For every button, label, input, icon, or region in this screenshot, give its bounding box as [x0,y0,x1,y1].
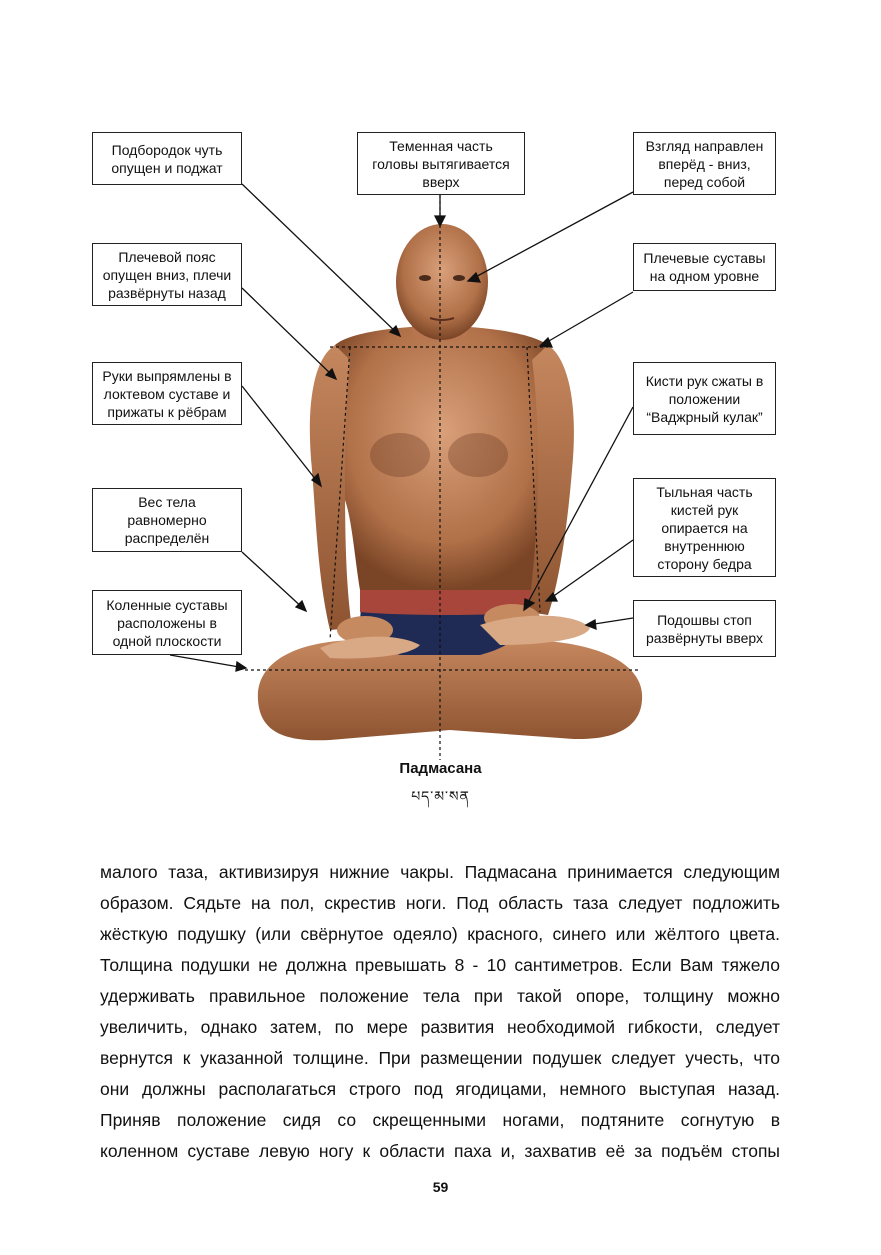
label-shoulder-girdle: Плечевой пояс опущен вниз, плечи развёрнуты назад [92,243,242,306]
label-gaze: Взгляд направлен вперёд - вниз, перед собой [633,132,776,195]
label-shoulder-joints: Плечевые суставы на одном уровне [633,243,776,291]
label-chin: Подбородок чуть опущен и поджат [92,132,242,185]
body-line: вернутся к указанной толщине. При размещении подушек следует учесть, что [100,1048,780,1068]
body-line: малого таза, активизируя нижние чакры. Падмасана принимается следующим [100,862,780,882]
label-crown: Теменная часть головы вытягивается вверх [357,132,525,195]
body-paragraph [100,857,780,1167]
label-arms: Руки выпрямлены в локтевом суставе и прижаты к рёбрам [92,362,242,425]
body-line: они должны располагаться строго под ягодицами, немного выступая назад. [100,1079,780,1099]
body-line: удерживать правильное положение тела при такой опоре, толщину можно [100,986,780,1006]
body-line: Толщина подушки не должна превышать 8 - 10 сантиметров. Если Вам тяжело [100,955,780,975]
figure-title: Падмасана [399,760,482,777]
figure-tibetan-title: པད་མ་སན [411,788,470,804]
body-line: образом. Сядьте на пол, скрестив ноги. Под область таза следует подложить [100,893,780,913]
label-weight: Вес тела равномерно распределён [92,488,242,552]
label-knees: Коленные суставы расположены в одной плоскости [92,590,242,655]
body-line: жёсткую подушку (или свёрнутое одеяло) красного, синего или жёлтого цвета. [100,924,780,944]
label-fists: Кисти рук сжаты в положении “Ваджрный кулак” [633,362,776,435]
label-hands-back: Тыльная часть кистей рук опирается на внутреннюю сторону бедра [633,478,776,577]
page-number: 59 [432,1179,449,1195]
body-line: коленном суставе левую ногу к области паха и, захватив её за подъём стопы [100,1141,780,1161]
body-line: увеличить, однако затем, по мере развития необходимой гибкости, следует [100,1017,780,1037]
label-soles: Подошвы стоп развёрнуты вверх [633,600,776,657]
body-line: Приняв положение сидя со скрещенными ногами, подтяните согнутую в [100,1110,780,1130]
